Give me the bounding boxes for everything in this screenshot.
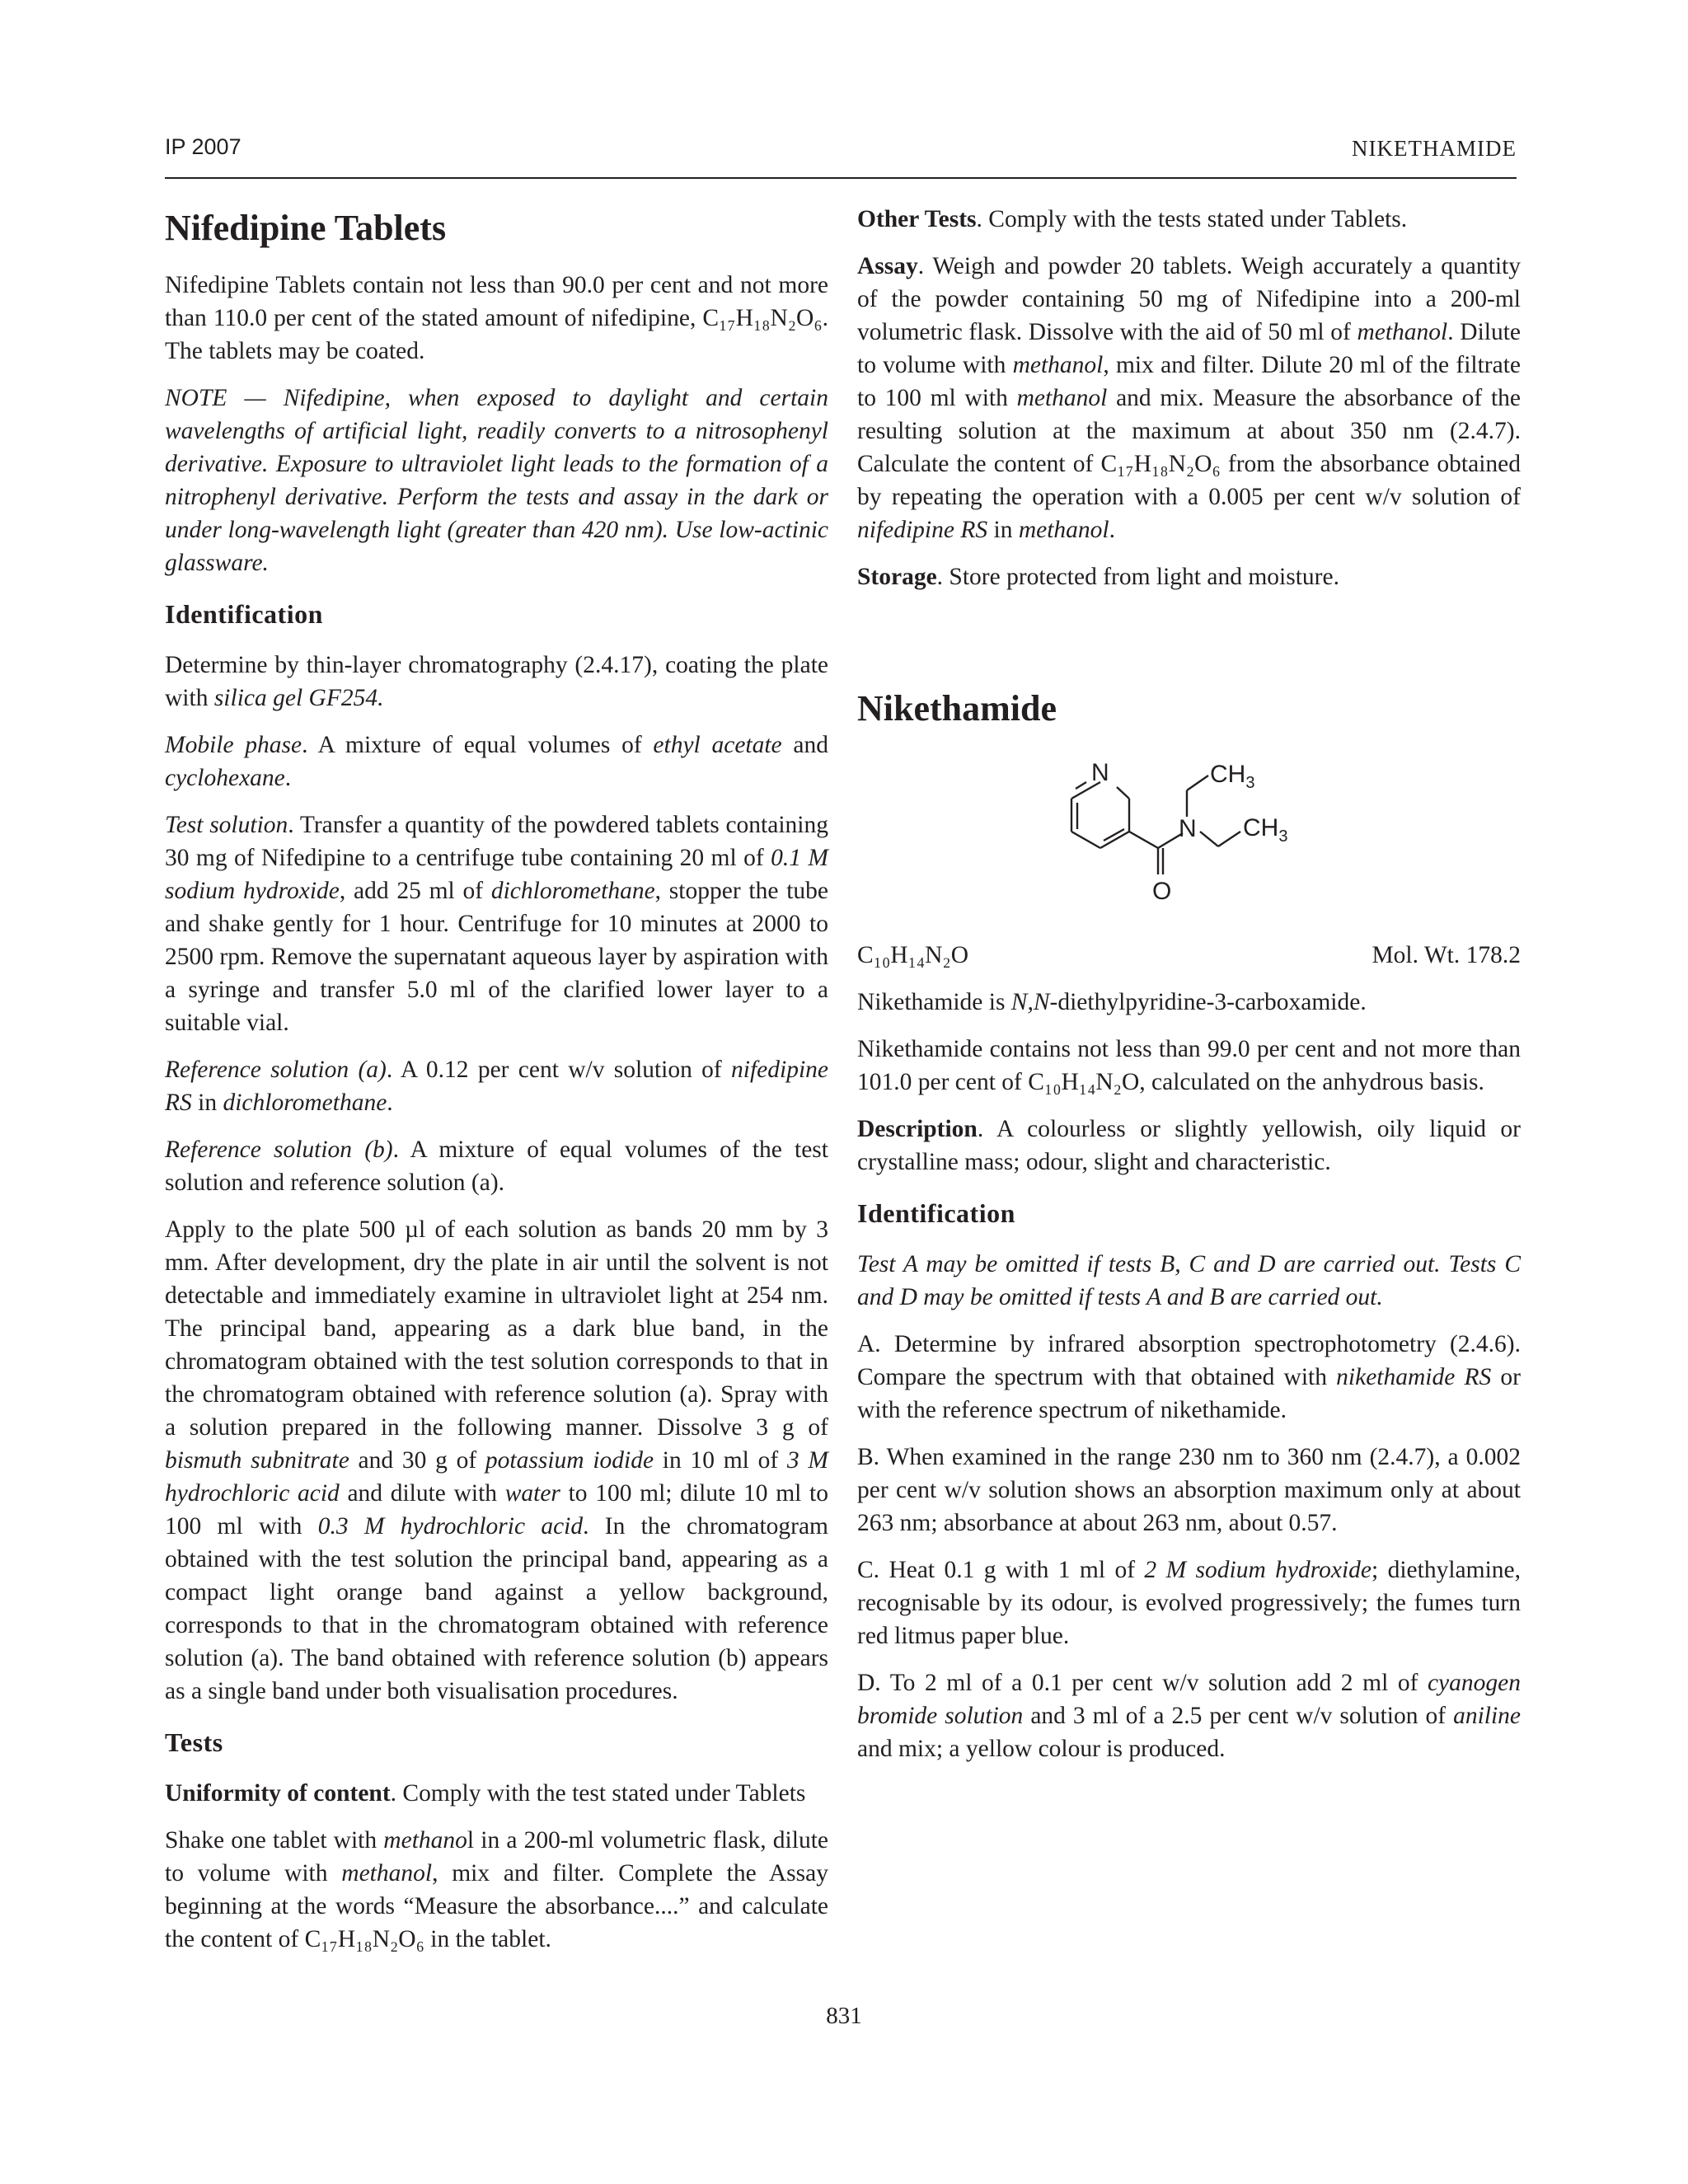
tests-heading: Tests	[165, 1727, 223, 1757]
formula: C₁₇H₁₈N₂O₆	[304, 1926, 424, 1952]
atom-label: N	[1179, 815, 1197, 842]
description-paragraph: Description. A colourless or slightly yellowish, oily liquid or crystalline mass; odour, slight and characteristic.	[857, 1116, 1521, 1175]
bond	[1071, 832, 1100, 848]
tlc-paragraph: Determine by thin-layer chromatography (2.4.17), coating the plate with silica gel GF254.	[165, 652, 828, 711]
assay-paragraph: Assay. Weigh and powder 20 tablets. Weigh accurately a quantity of the powder containing 50 mg of Nifedipine into a 200-ml volumetric flask. Dissolve with the aid of 50 ml of methanol. Dilute to volume with methanol, mix and filter. Dilute 20 ml of the filtrate to 100 ml with methanol and mix. Measure the absorbance of the resulting solution at the maximum at about 350 nm (2.4.7). Calculate the content of C₁₇H₁₈N₂O₆ from the absorbance obtained by repeating the operation with a 0.005 per cent w/v solution of nifedipine RS in methanol.	[857, 253, 1521, 543]
formula-row	[857, 939, 1521, 972]
nikethamide-identification-heading: Identification	[857, 1198, 1015, 1228]
reference-solution-a-paragraph: Reference solution (a). A 0.12 per cent w/v solution of nifedipine RS in dichloromethane.	[165, 1057, 828, 1116]
atom-label: O	[1152, 878, 1172, 905]
atom-label: N	[1091, 759, 1109, 786]
test-d-paragraph: D. To 2 ml of a 0.1 per cent w/v solution add 2 ml of cyanogen bromide solution and 3 ml of a 2.5 per cent w/v solution of aniline and mix; a yellow colour is produced.	[857, 1670, 1521, 1762]
uniformity-paragraph: Uniformity of content. Comply with the test stated under Tablets	[165, 1780, 806, 1807]
left-column	[165, 206, 828, 1970]
molecular-formula: C₁₀H₁₄N₂O	[857, 942, 969, 968]
mobile-phase-paragraph: Mobile phase. A mixture of equal volumes of ethyl acetate and cyclohexane.	[165, 732, 828, 791]
test-solution-paragraph: Test solution. Transfer a quantity of the powdered tablets containing 30 mg of Nifedipine to a centrifuge tube containing 20 ml of 0.1 M sodium hydroxide, add 25 ml of dichloromethane, stopper the tube and shake gently for 1 hour. Centrifuge for 10 minutes at 2000 to 2500 rpm. Remove the supernatant aqueous layer by aspiration with a syringe and transfer 5.0 ml of the clarified lower layer to a suitable vial.	[165, 812, 829, 1036]
test-c-paragraph: C. Heat 0.1 g with 1 ml of 2 M sodium hydroxide; diethylamine, recognisable by its odour, is evolved progressively; the fumes turn red litmus paper blue.	[857, 1557, 1521, 1649]
bond	[1200, 832, 1218, 846]
bond	[1129, 832, 1158, 848]
molecular-weight: Mol. Wt. 178.2	[1372, 942, 1521, 968]
bond	[1117, 787, 1129, 799]
nifedipine-title: Nifedipine Tablets	[165, 208, 447, 248]
formula: C₁₇H₁₈N₂O₆	[1100, 451, 1221, 477]
apply-paragraph: Apply to the plate 500 µl of each solution as bands 20 mm by 3 mm. After development, dry the plate in air until the solvent is not detectable and immediately examine in ultraviolet light at 254 nm. The principal band, appearing as a dark blue band, in the chromatogram obtained with the test solution corresponds to that in the chromatogram obtained with reference solution (a). Spray with a solution prepared in the following manner. Dissolve 3 g of bismuth subnitrate and 30 g of potassium iodide in 10 ml of 3 M hydrochloric acid and dilute with water to 100 ml; dilute 10 ml to 100 ml with 0.3 M hydrochloric acid. In the chromatogram obtained with the test solution the principal band, appearing as a compact light orange band against a yellow background, corresponds to that in the chromatogram obtained with reference solution (a). The band obtained with reference solution (b) appears as a single band under both visualisation procedures.	[165, 1216, 828, 1704]
other-tests-paragraph: Other Tests. Comply with the tests stated under Tablets.	[857, 206, 1408, 232]
formula: C₁₇H₁₈N₂O₆	[702, 305, 823, 331]
header-monograph-name: NIKETHAMIDE	[1352, 136, 1517, 161]
formula: C₁₀H₁₄N₂O	[1028, 1069, 1140, 1095]
header-edition: IP 2007	[165, 134, 241, 159]
atom-label: $CH_3$	[1243, 814, 1288, 846]
running-header	[165, 128, 1517, 179]
bond	[1187, 776, 1208, 790]
nifedipine-note: NOTE — Nifedipine, when exposed to daylight and certain wavelengths of artificial light, readily converts to a nitrosophenyl derivative. Exposure to ultraviolet light leads to the formation of a nitrophenyl derivative. Perform the tests and assay in the dark or under long-wavelength light (greater than 420 nm). Use low-actinic glassware.	[165, 385, 828, 576]
storage-paragraph: Storage. Store protected from light and moisture.	[857, 564, 1339, 590]
test-b-paragraph: B. When examined in the range 230 nm to 360 nm (2.4.7), a 0.002 per cent w/v solution shows an absorption maximum only at about 263 nm; absorbance at about 263 nm, about 0.57.	[857, 1444, 1521, 1536]
bond	[1076, 782, 1086, 789]
nikethamide-structure	[1055, 749, 1319, 914]
right-column	[857, 206, 1521, 1779]
nifedipine-identification-heading: Identification	[165, 599, 323, 629]
test-a-paragraph: A. Determine by infrared absorption spectrophotometry (2.4.6). Compare the spectrum with that obtained with nikethamide RS or with the reference spectrum of nikethamide.	[857, 1331, 1522, 1423]
identification-note: Test A may be omitted if tests B, C and D are carried out. Tests C and D may be omitted if tests A and B are carried out.	[857, 1251, 1521, 1310]
nikethamide-name-paragraph: Nikethamide is N,N-diethylpyridine-3-carboxamide.	[857, 989, 1367, 1015]
reference-solution-b-paragraph: Reference solution (b). A mixture of equal volumes of the test solution and reference solution (a).	[165, 1137, 828, 1196]
shake-paragraph: Shake one tablet with methanol in a 200-ml volumetric flask, dilute to volume with methanol, mix and filter. Complete the Assay beginning at the words “Measure the absorbance....” and calculate the content of C₁₇H₁₈N₂O₆ in the tablet.	[165, 1827, 828, 1952]
nikethamide-contains-paragraph: Nikethamide contains not less than 99.0 per cent and not more than 101.0 per cent of C₁₀H₁₄N₂O, calculated on the anhydrous basis.	[857, 1036, 1521, 1095]
bond	[1104, 829, 1124, 841]
atom-label: $CH_3$	[1210, 761, 1255, 792]
bond	[1218, 832, 1240, 846]
nikethamide-title: Nikethamide	[857, 688, 1057, 729]
page-number: 831	[826, 2003, 862, 2029]
nifedipine-intro: Nifedipine Tablets contain not less than 90.0 per cent and not more than 110.0 per cent of the stated amount of nifedipine, C₁₇H₁₈N₂O₆. The tablets may be coated.	[165, 272, 828, 364]
